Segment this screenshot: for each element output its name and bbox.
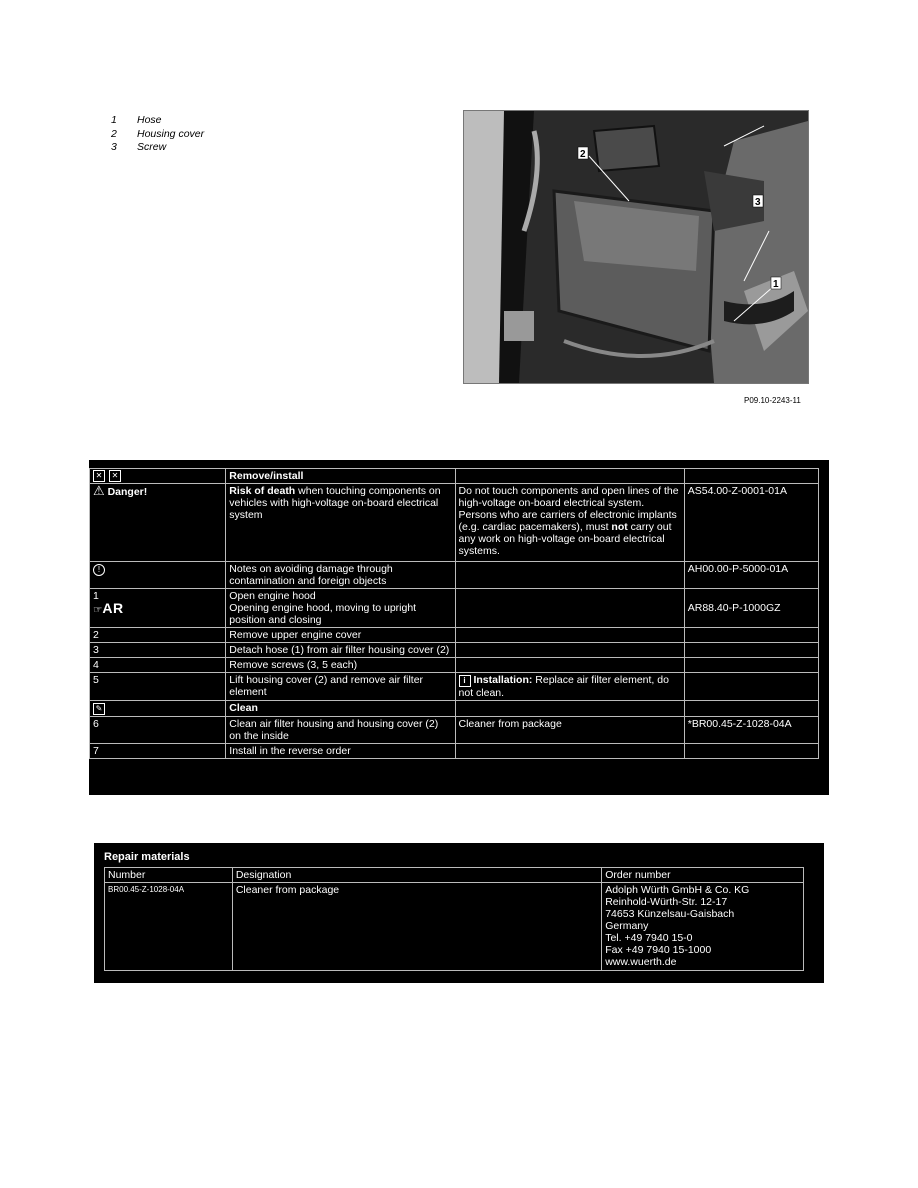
repair-materials-title: Repair materials — [104, 851, 190, 863]
photo-callout-1: 1 — [773, 279, 779, 290]
procedure-table-wrap — [89, 460, 829, 795]
figure-legend — [111, 114, 204, 155]
table-row: 4 Remove screws (3, 5 each) — [90, 658, 819, 673]
procedure-table — [89, 468, 819, 759]
hand-pointer-icon: ☞ — [93, 604, 103, 617]
engine-bay-illustration — [464, 111, 808, 383]
table-row: 7 Install in the reverse order — [90, 744, 819, 759]
repair-materials-table — [104, 867, 804, 971]
photo-callout-3: 3 — [755, 197, 761, 208]
danger-row: ⚠ Danger! Risk of death when touching components on vehicles with high-voltage on-board electrical system Do not touch components and open lines of the high-voltage on-board electrical system. Persons who are carriers of electronic implants (e.g. cardiac pacemakers), must not carry out any work on high-voltage on-board electrical systems. AS54.00-Z-0001-01A — [90, 484, 819, 562]
clean-icon: ✎ — [93, 703, 105, 715]
table-header-row: ✕ ✕ Remove/install — [90, 469, 819, 484]
remove-icon: ✕ — [93, 470, 105, 482]
contamination-note-icon: ! — [93, 564, 105, 576]
warning-triangle-icon: ⚠ — [93, 483, 105, 499]
table-row: 2 Remove upper engine cover — [90, 628, 819, 643]
table-row: 3 Detach hose (1) from air filter housing cover (2) — [90, 643, 819, 658]
notes-row: ! Notes on avoiding damage through contamination and foreign objects AH00.00-P-5000-01A — [90, 562, 819, 589]
clean-header-row: ✎ Clean — [90, 701, 819, 717]
legend-item: 3 Screw — [111, 141, 167, 153]
engine-bay-photo — [463, 110, 809, 384]
table-row: 5 Lift housing cover (2) and remove air filter element i Installation: Replace air filter element, do not clean. — [90, 673, 819, 701]
legend-item: 1 Hose — [111, 114, 162, 126]
table-row: 1 ☞AR Open engine hood Opening engine hood, moving to upright position and closing AR88.40-P-1000GZ — [90, 589, 819, 628]
table-row: BR00.45-Z-1028-04A Cleaner from package Adolph Würth GmbH & Co. KG Reinhold-Würth-Str. 12-17 74653 Künzelsau-Gaisbach Germany Tel. +49 7940 15-0 Fax +49 7940 15-1000 www.wuerth.de — [105, 883, 804, 971]
table-header-row: Number Designation Order number — [105, 868, 804, 883]
info-icon: i — [459, 675, 471, 687]
photo-callout-2: 2 — [580, 149, 586, 160]
install-icon: ✕ — [109, 470, 121, 482]
photo-caption: P09.10-2243-11 — [744, 396, 801, 405]
table-row: 6 Clean air filter housing and housing cover (2) on the inside Cleaner from package *BR00.45-Z-1028-04A — [90, 717, 819, 744]
legend-item: 2 Housing cover — [111, 127, 205, 140]
repair-materials-wrap — [94, 843, 824, 983]
